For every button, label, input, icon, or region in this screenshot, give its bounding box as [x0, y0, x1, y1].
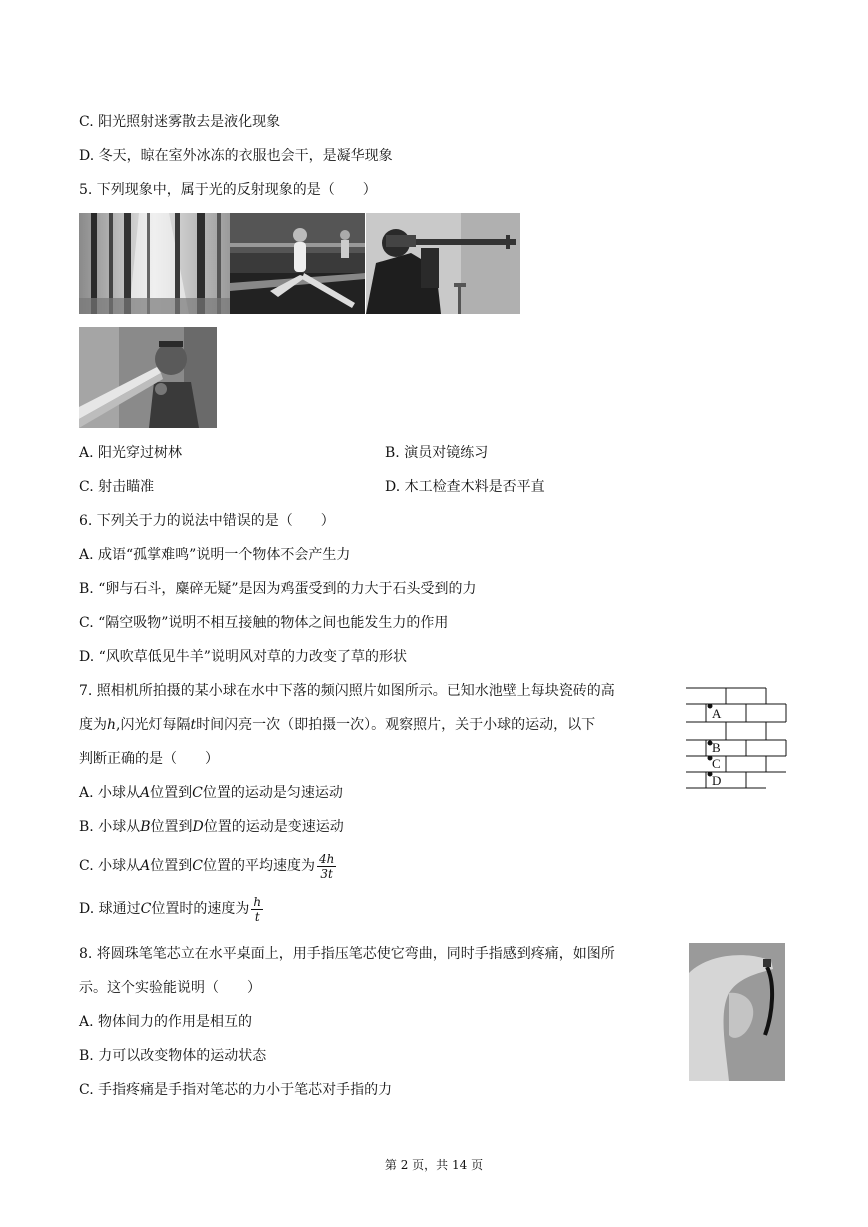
- q5-option-c: C. 射击瞄准: [79, 479, 155, 495]
- q6-option-b: B. “卵与石斗，麋碎无疑”是因为鸡蛋受到的力大于石头受到的力: [79, 581, 477, 597]
- carpenter-wood-photo: [79, 327, 217, 428]
- q8-option-c: C. 手指疼痛是手指对笔芯的力小于笔芯对手指的力: [79, 1082, 393, 1098]
- q7-stem-line2: 度为h,闪光灯每隔t时间闪亮一次（即拍摄一次）。观察照片，关于小球的运动，以下: [79, 717, 596, 733]
- shooting-aim-photo: [366, 213, 520, 314]
- q7-option-a: A. 小球从A位置到C位置的运动是匀速运动: [79, 785, 343, 801]
- q6-option-c: C. “隔空吸物”说明不相互接触的物体之间也能发生力的作用: [79, 615, 449, 631]
- diagram-label-c: C: [712, 756, 721, 771]
- q8-option-a: A. 物体间力的作用是相互的: [79, 1014, 253, 1030]
- q7-option-b: B. 小球从B位置到D位置的运动是变速运动: [79, 819, 344, 835]
- q6-option-d: D. “风吹草低见牛羊”说明风对草的力改变了草的形状: [79, 649, 407, 665]
- q8-stem-line1: 8. 将圆珠笔笔芯立在水平桌面上，用手指压笔芯使它弯曲，同时手指感到疼痛，如图所: [79, 946, 615, 962]
- q7-option-d: D. 球通过C位置时的速度为 $\frac{h}{t}$: [79, 894, 262, 924]
- q4-option-c: C. 阳光照射迷雾散去是液化现象: [79, 114, 281, 130]
- q5-option-b: B. 演员对镜练习: [385, 445, 489, 461]
- page-footer: 第 2 页，共 14 页: [384, 1158, 484, 1172]
- q8-option-b: B. 力可以改变物体的运动状态: [79, 1048, 267, 1064]
- q7-stem-line1: 7. 照相机所拍摄的某小球在水中下落的频闪照片如图所示。已知水池壁上每块瓷砖的高: [79, 683, 615, 699]
- finger-pen-refill-photo: [689, 943, 785, 1081]
- q5-option-a: A. 阳光穿过树林: [79, 445, 183, 461]
- q4-option-d: D. 冬天，晾在室外冰冻的衣服也会干，是凝华现象: [79, 148, 393, 164]
- pool-wall-diagram: [686, 686, 788, 792]
- diagram-label-a: A: [712, 706, 722, 721]
- q8-stem-line2: 示。这个实验能说明（ ）: [79, 980, 261, 996]
- diagram-label-b: B: [712, 740, 721, 755]
- forest-sunlight-photo: [79, 213, 230, 314]
- speed-fraction: $\frac{h}{t}$: [253, 894, 262, 924]
- q7-stem-line3: 判断正确的是（ ）: [79, 751, 219, 767]
- q6-option-a: A. 成语“孤掌难鸣”说明一个物体不会产生力: [79, 547, 351, 563]
- dancer-mirror-photo: [230, 213, 365, 314]
- q5-stem: 5. 下列现象中，属于光的反射现象的是（ ）: [79, 182, 377, 198]
- q5-option-d: D. 木工检查木料是否平直: [385, 479, 545, 495]
- q6-stem: 6. 下列关于力的说法中错误的是（ ）: [79, 513, 335, 529]
- avg-speed-fraction: $\frac{4h}{3t}$: [318, 851, 335, 881]
- diagram-label-d: D: [712, 773, 722, 788]
- q7-option-c: C. 小球从A位置到C位置的平均速度为 $\frac{4h}{3t}$: [79, 851, 335, 881]
